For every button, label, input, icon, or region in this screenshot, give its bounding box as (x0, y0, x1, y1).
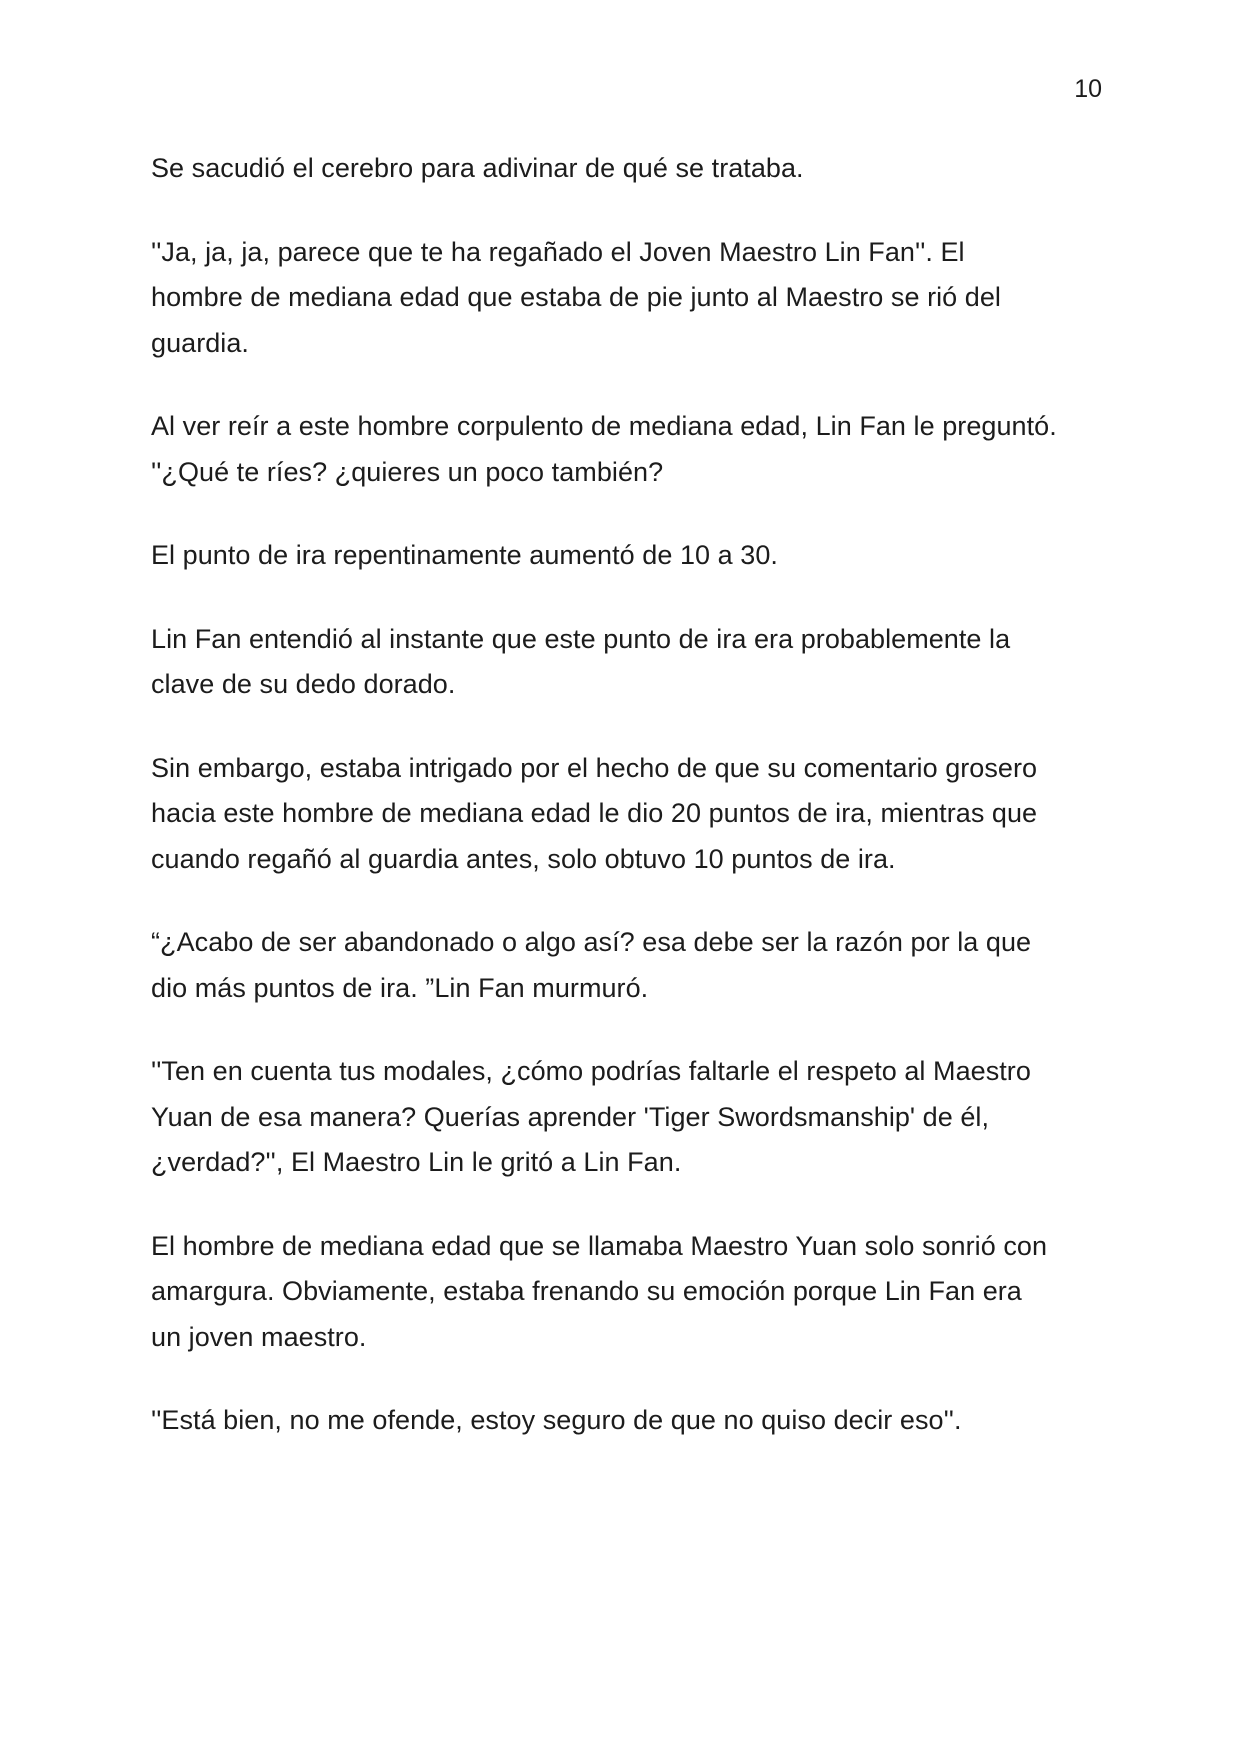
paragraph (151, 746, 1111, 883)
text-line: amargura. Obviamente, estaba frenando su emoción porque Lin Fan era (151, 1276, 1022, 1306)
paragraph (151, 1224, 1111, 1361)
paragraph (151, 920, 1111, 1011)
text-line: Se sacudió el cerebro para adivinar de qué se trataba. (151, 153, 804, 183)
text-line: “¿Acabo de ser abandonado o algo así? esa debe ser la razón por la que (151, 927, 1032, 957)
text-line: guardia. (151, 327, 249, 358)
text-line: El hombre de mediana edad que se llamaba Maestro Yuan solo sonrió con (151, 1230, 1048, 1261)
text-line: ''¿Qué te ríes? ¿quieres un poco también? (151, 456, 664, 487)
paragraph (151, 533, 1111, 579)
text-line: ''Ten en cuenta tus modales, ¿cómo podrías faltarle el respeto al Maestro (151, 1056, 1031, 1086)
text-line: clave de su dedo dorado. (151, 669, 456, 699)
paragraph (151, 404, 1111, 495)
paragraph (151, 1049, 1111, 1186)
text-line: hacia este hombre de mediana edad le dio 20 puntos de ira, mientras que (151, 798, 1038, 828)
page-number: 10 (1074, 75, 1102, 103)
text-line: ''Ja, ja, ja, parece que te ha regañado el Joven Maestro Lin Fan''. El (151, 236, 965, 267)
text-line: ''Está bien, no me ofende, estoy seguro de que no quiso decir eso''. (151, 1405, 962, 1435)
text-line: Yuan de esa manera? Querías aprender 'Tiger Swordsmanship' de él, (151, 1101, 990, 1132)
text-line: Sin embargo, estaba intrigado por el hecho de que su comentario grosero (151, 752, 1038, 783)
text-line: El punto de ira repentinamente aumentó de 10 a 30. (151, 540, 778, 570)
text-line: hombre de mediana edad que estaba de pie junto al Maestro se rió del (151, 282, 1001, 312)
paragraph (151, 617, 1111, 708)
text-line: dio más puntos de ira. ”Lin Fan murmuró. (151, 972, 649, 1003)
text-line: un joven maestro. (151, 1321, 367, 1352)
paragraph (151, 1398, 1111, 1444)
text-line: cuando regañó al guardia antes, solo obtuvo 10 puntos de ira. (151, 843, 896, 874)
page-body (151, 146, 1111, 1482)
text-line: ¿verdad?'', El Maestro Lin le gritó a Lin Fan. (151, 1147, 682, 1177)
text-line: Lin Fan entendió al instante que este punto de ira era probablemente la (151, 623, 1011, 654)
paragraph (151, 146, 1111, 192)
paragraph (151, 230, 1111, 367)
text-line: Al ver reír a este hombre corpulento de mediana edad, Lin Fan le preguntó. (151, 411, 1057, 441)
